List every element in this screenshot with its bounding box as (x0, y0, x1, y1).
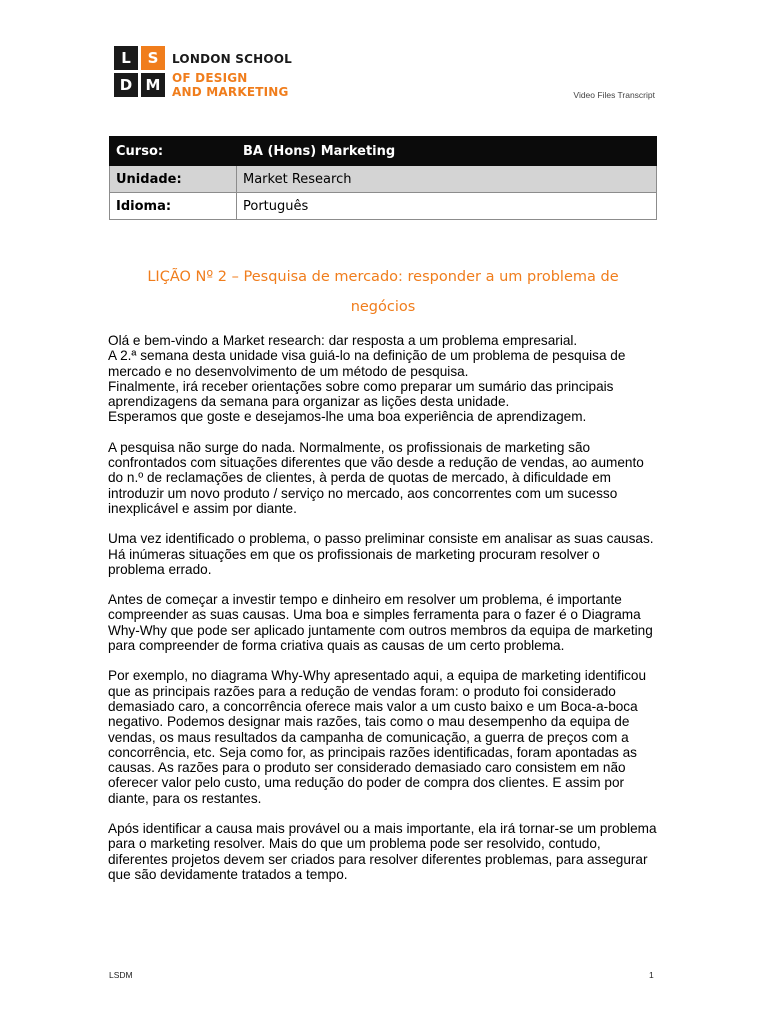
logo-letter-l: L (114, 46, 138, 70)
logo-letter-m: M (141, 73, 165, 97)
logo-line-2: OF DESIGN (172, 71, 248, 85)
language-row (110, 193, 657, 220)
page-number: 1 (649, 970, 654, 980)
intro-paragraph (108, 333, 660, 425)
logo-line-3: AND MARKETING (172, 85, 289, 99)
course-label: Curso: (110, 137, 237, 166)
logo-monogram (114, 46, 165, 97)
unit-label: Unidade: (110, 166, 237, 193)
lesson-title-line-1: LIÇÃO Nº 2 – Pesquisa de mercado: responder a um problema de (147, 269, 619, 285)
footer-brand: LSDM (109, 970, 133, 980)
intro-line-wishes: Esperamos que goste e desejamos-lhe uma boa experiência de aprendizagem. (108, 409, 587, 425)
lsdm-logo (114, 46, 292, 99)
lesson-title (108, 262, 658, 322)
document-type-label: Video Files Transcript (573, 90, 655, 100)
paragraph-why-why-diagram: Antes de começar a investir tempo e dinheiro em resolver um problema, é importante compreender as suas causas. Uma boa e simples ferramenta para o fazer é o Diagrama Why-Why que pode ser aplicado juntamente com outros membros da equipa de marketing para compreender de forma criativa quais as causas de um certo problema. (108, 592, 653, 654)
course-value: BA (Hons) Marketing (237, 137, 657, 166)
intro-line-welcome: Olá e bem-vindo a Market research: dar resposta a um problema empresarial. (108, 333, 578, 348)
course-info-table (109, 136, 657, 220)
course-row (110, 137, 657, 166)
intro-line-summary: Finalmente, irá receber orientações sobre como preparar um sumário das principais aprendizagens da semana para organizar as lições desta unidade. (108, 378, 614, 410)
lesson-title-line-2: negócios (350, 299, 416, 315)
logo-wordmark (172, 52, 292, 99)
unit-row (110, 166, 657, 193)
unit-value: Market Research (237, 166, 657, 193)
language-label: Idioma: (110, 193, 237, 220)
paragraph-most-likely-cause: Após identificar a causa mais provável ou a mais importante, ela irá tornar-se um problema para o marketing resolver. Mais do que um problema pode ser resolvido, contudo, diferentes projetos devem ser criados para resolver diferentes problemas, para assegurar que são devidamente tratados a tempo. (108, 821, 657, 882)
paragraph-problem-causes: Uma vez identificado o problema, o passo preliminar consiste em analisar as suas causas. Há inúmeras situações em que os profissionais de marketing procuram resolver o problema errado. (108, 531, 654, 577)
transcript-body (108, 333, 660, 897)
intro-line-week: A 2.ª semana desta unidade visa guiá-lo na definição de um problema de pesquisa de mercado e no desenvolvimento de um método de pesquisa. (108, 348, 626, 379)
logo-letter-d: D (114, 73, 138, 97)
logo-letter-s: S (141, 46, 165, 70)
paragraph-example: Por exemplo, no diagrama Why-Why apresentado aqui, a equipa de marketing identificou que as principais razões para a redução de vendas foram: o produto foi considerado demasiado caro, a concorrência oferece mais valor a um custo baixo e um Boca-a-boca negativo. Podemos designar mais razões, tais como o mau desempenho da equipa de vendas, os maus resultados da campanha de comunicação, a guerra de preços com a concorrência, etc. Seja como for, as principais razões identificadas, foram apontadas as causas. As razões para o produto ser considerado demasiado caro consistem em não oferecer valor pelo custo, uma redução do poder de compra dos clientes. E assim por diante, para os restantes. (108, 668, 647, 806)
language-value: Português (237, 193, 657, 220)
logo-line-1: LONDON SCHOOL (172, 52, 292, 66)
paragraph-research-origin: A pesquisa não surge do nada. Normalmente, os profissionais de marketing são confrontados com situações diferentes que vão desde a redução de vendas, ao aumento do n.º de reclamações de clientes, à perda de quotas de mercado, à dificuldade em introduzir um novo produto / serviço no mercado, aos concorrentes com um sucesso inexplicável e assim por diante. (108, 439, 644, 516)
